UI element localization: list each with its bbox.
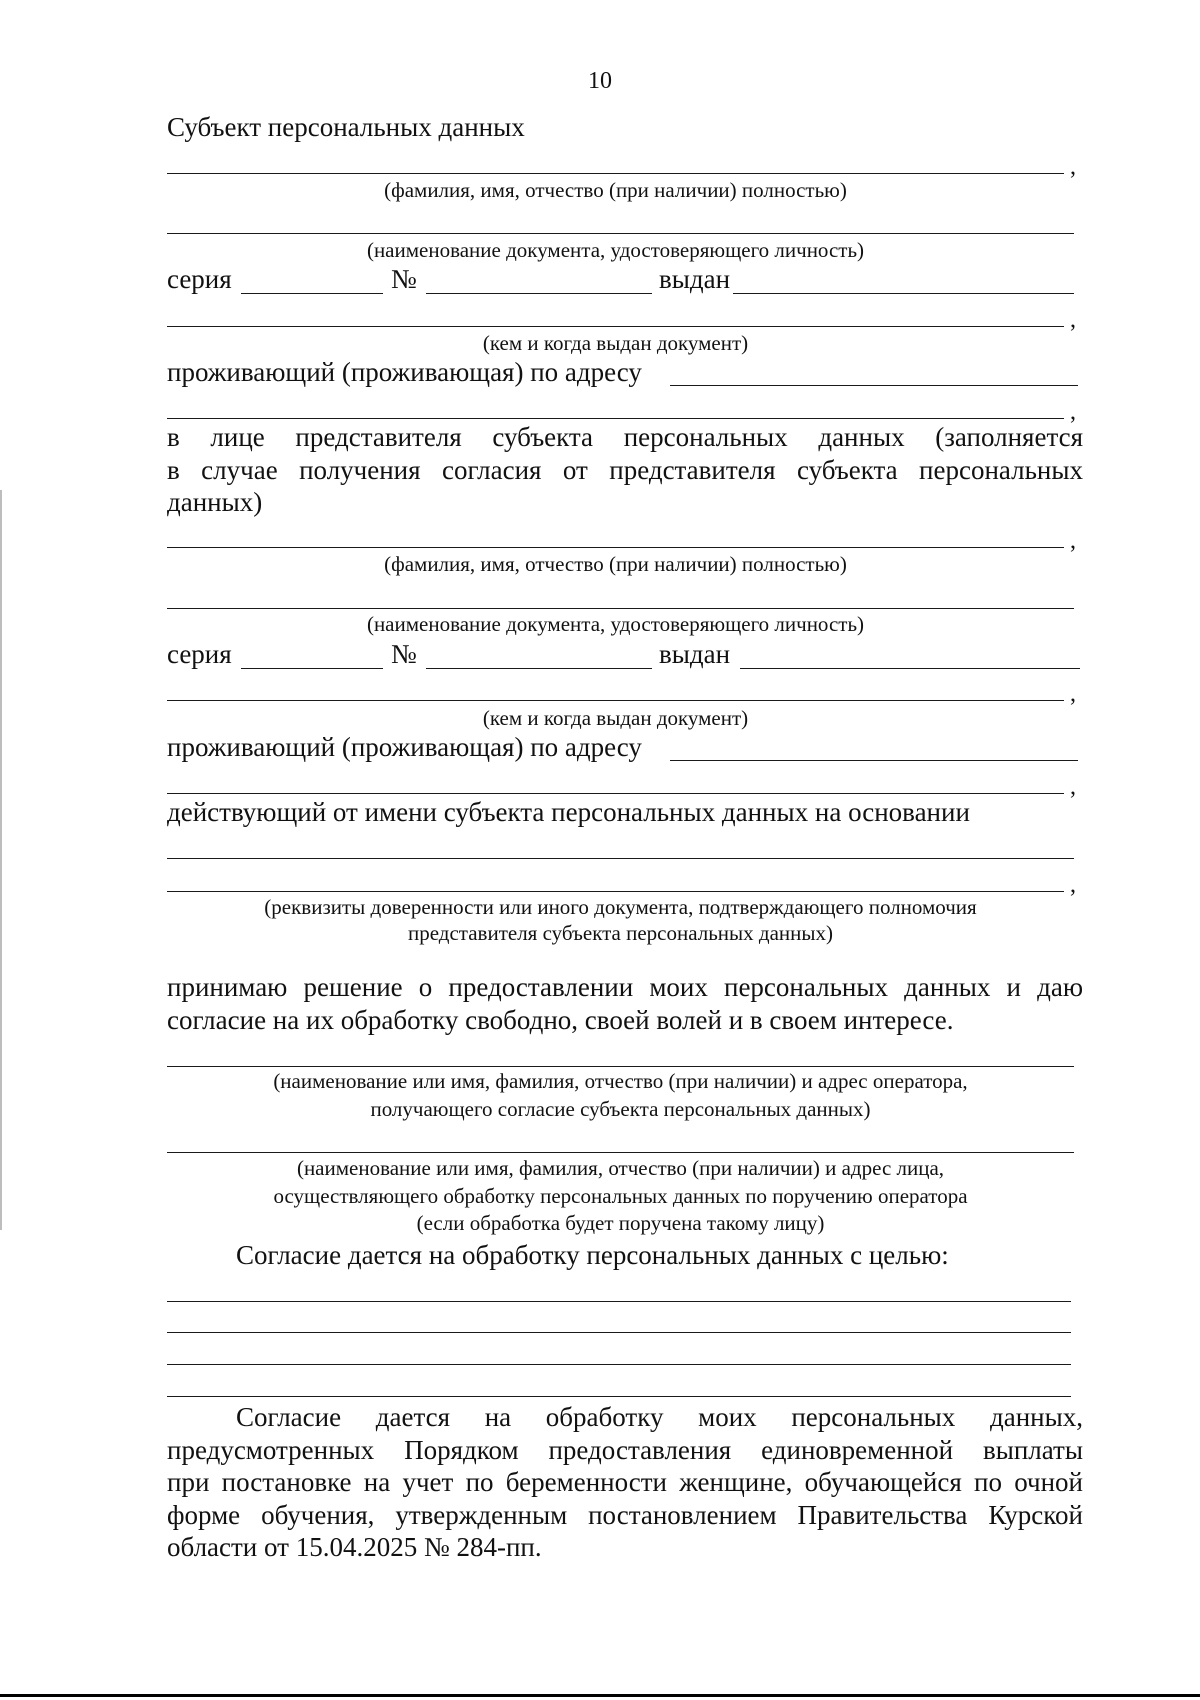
subject-address-field[interactable] [670,385,1078,386]
caption-authority-line2: представителя субъекта персональных данных) [408,921,833,945]
processor-field[interactable] [167,1152,1074,1153]
authority-field[interactable] [167,858,1074,859]
series-label: серия [167,264,232,294]
purpose-field-1[interactable] [167,1301,1071,1302]
caption-fio: (фамилия, имя, отчество (при наличии) полностью) [384,178,847,202]
decision-text-line2: согласие на их обработку свободно, своей волей и в своем интересе. [167,1005,954,1035]
caption-processor-line1: (наименование или имя, фамилия, отчество (при наличии) и адрес лица, [296,1156,945,1180]
authority-field-2[interactable] [167,891,1064,892]
rep-number-field[interactable] [426,668,652,669]
comma: , [1070,872,1076,898]
scan-bottom-edge [0,1694,1200,1697]
caption-fio: (фамилия, имя, отчество (при наличии) полностью) [384,552,847,576]
comma: , [1070,399,1076,425]
rep-fio-field[interactable] [167,547,1064,548]
rep-issued-field[interactable] [740,668,1080,669]
decision-text-line1: принимаю решение о предоставлении моих персональных данных и даю [167,972,1083,1002]
representative-text-line3: данных) [167,487,263,517]
address-label: проживающий (проживающая) по адресу [167,357,642,387]
rep-address-field[interactable] [670,760,1078,761]
rep-issued-by-field[interactable] [167,700,1064,701]
caption-issued-by: (кем и когда выдан документ) [482,331,749,355]
page-title: Субъект персональных данных [167,112,525,142]
final-paragraph-line5: области от 15.04.2025 № 284-пп. [167,1532,542,1562]
final-paragraph-line3: при постановке на учет по беременности женщине, обучающейся по очной [167,1467,1083,1497]
rep-series-field[interactable] [241,668,383,669]
number-label: № [391,639,417,669]
subject-issued-field[interactable] [733,293,1074,294]
final-paragraph-line1: Согласие дается на обработку моих персональных данных, [236,1402,1083,1432]
representative-text-line1: в лице представителя субъекта персональных данных (заполняется [167,422,1083,452]
representative-text-line2: в случае получения согласия от представителя субъекта персональных [167,455,1083,485]
comma: , [1070,774,1076,800]
number-label: № [391,264,417,294]
acting-text: действующий от имени субъекта персональных данных на основании [167,797,970,827]
purpose-field-4[interactable] [167,1396,1071,1397]
caption-doc-name: (наименование документа, удостоверяющего личность) [366,238,865,262]
subject-number-field[interactable] [426,293,652,294]
caption-processor-line3: (если обработка будет поручена такому лицу) [416,1211,825,1235]
final-paragraph-line2: предусмотренных Порядком предоставления единовременной выплаты [167,1435,1083,1465]
purpose-field-2[interactable] [167,1332,1071,1333]
address-label: проживающий (проживающая) по адресу [167,732,642,762]
operator-field[interactable] [167,1066,1074,1067]
purpose-field-3[interactable] [167,1364,1071,1365]
comma: , [1070,681,1076,707]
subject-doc-name-field[interactable] [167,233,1074,234]
subject-address-field-2[interactable] [167,418,1064,419]
subject-series-field[interactable] [241,293,383,294]
comma: , [1070,307,1076,333]
series-label: серия [167,639,232,669]
issued-label: выдан [659,639,731,669]
purpose-text: Согласие дается на обработку персональных данных с целью: [236,1240,949,1270]
caption-processor-line2: осуществляющего обработку персональных данных по поручению оператора [273,1184,968,1208]
caption-operator-line1: (наименование или имя, фамилия, отчество (при наличии) и адрес оператора, [273,1069,968,1093]
scan-left-edge [0,490,2,1230]
page-number: 10 [588,68,612,94]
subject-issued-by-field[interactable] [167,326,1064,327]
caption-authority-line1: (реквизиты доверенности или иного документа, подтверждающего полномочия [264,895,977,919]
caption-operator-line2: получающего согласие субъекта персональных данных) [370,1097,871,1121]
comma: , [1070,154,1076,180]
final-paragraph-line4: форме обучения, утвержденным постановлением Правительства Курской [167,1500,1083,1530]
subject-fio-field[interactable] [167,173,1064,174]
caption-doc-name: (наименование документа, удостоверяющего личность) [366,612,865,636]
comma: , [1070,528,1076,554]
rep-doc-name-field[interactable] [167,608,1074,609]
rep-address-field-2[interactable] [167,793,1064,794]
caption-issued-by: (кем и когда выдан документ) [482,706,749,730]
issued-label: выдан [659,264,731,294]
